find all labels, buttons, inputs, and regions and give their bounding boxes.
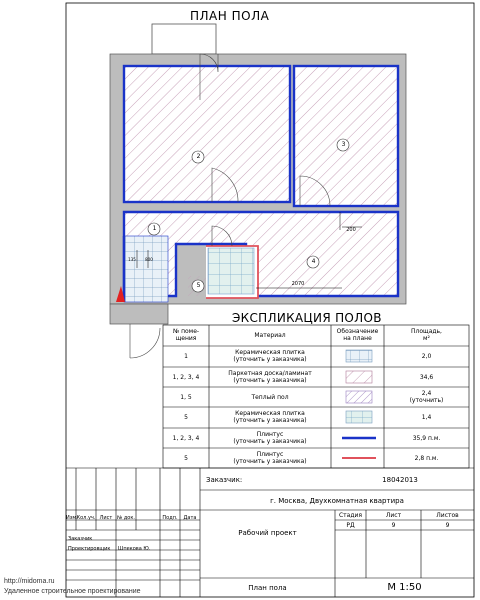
explication-symbols bbox=[342, 350, 376, 458]
rev-col-date: Дата bbox=[183, 515, 197, 521]
floor-plan bbox=[110, 24, 406, 358]
row-2-material: Паркетная доска/ламинат (уточнить у заказчика) bbox=[228, 370, 312, 384]
room-1-tile bbox=[124, 236, 168, 302]
symbol-parquet bbox=[346, 371, 372, 383]
row-1-rooms: 1 bbox=[184, 353, 188, 360]
rev-col-sign: Подп. bbox=[162, 515, 178, 521]
row-5-area: 35,9 п.м. bbox=[412, 435, 441, 442]
rev-col-doc: № док. bbox=[117, 515, 135, 521]
stamp-project-type: Рабочий проект bbox=[238, 529, 297, 537]
room-number-1: 1 bbox=[152, 225, 157, 232]
stamp-sheet-name: План пола bbox=[248, 584, 287, 592]
header-symbol: Обозначение на плане bbox=[336, 328, 379, 342]
symbol-tile bbox=[346, 350, 372, 362]
stamp-stage-label: Стадия bbox=[338, 512, 363, 519]
dim-135: 135 bbox=[128, 257, 136, 262]
row-2-rooms: 1, 2, 3, 4 bbox=[172, 374, 200, 381]
stamp-scale: М 1:50 bbox=[387, 582, 422, 593]
row-4-material: Керамическая плитка (уточнить у заказчика) bbox=[233, 410, 307, 424]
room-number-4: 4 bbox=[311, 258, 316, 265]
dim-200: 200 bbox=[346, 227, 356, 233]
rev-col-list: Лист bbox=[99, 515, 113, 521]
symbol-warm-floor bbox=[346, 391, 372, 403]
room-number-5: 5 bbox=[196, 282, 201, 289]
footer-tagline: Удаленное строительное проектирование bbox=[4, 588, 141, 595]
stamp-sheet-label: Лист bbox=[385, 512, 402, 519]
header-material: Материал bbox=[254, 332, 286, 339]
entrance-corridor bbox=[110, 304, 168, 324]
symbol-tile-bath bbox=[346, 411, 372, 423]
row-3-rooms: 1, 5 bbox=[180, 394, 192, 401]
room-number-3: 3 bbox=[341, 141, 346, 148]
row-3-area: 2,4 (уточнить) bbox=[409, 390, 444, 404]
rev-col-izm: Изм. bbox=[66, 515, 78, 521]
stamp-stage: РД bbox=[346, 522, 355, 529]
stamp-sheets-label: Листов bbox=[436, 512, 459, 519]
row-1-area: 2,0 bbox=[421, 353, 432, 360]
dim-800: 800 bbox=[145, 257, 153, 262]
row-6-rooms: 5 bbox=[184, 455, 188, 462]
stamp-location: г. Москва, Двухкомнатная квартира bbox=[270, 497, 404, 505]
row-6-area: 2,8 п.м. bbox=[414, 455, 439, 462]
row-2-area: 34,6 bbox=[419, 374, 434, 381]
header-area: Площадь, м² bbox=[411, 328, 442, 342]
stamp-role-designer: Проектировщик bbox=[68, 546, 111, 552]
row-1-material: Керамическая плитка (уточнить у заказчика) bbox=[233, 349, 307, 363]
rev-col-koluch: Кол.уч. bbox=[76, 515, 96, 521]
row-6-material: Плинтус (уточнить у заказчика) bbox=[233, 451, 307, 465]
row-3-material: Теплый пол bbox=[251, 394, 289, 401]
dim-2070: 2070 bbox=[291, 281, 305, 287]
room-number-2: 2 bbox=[196, 153, 201, 160]
stamp-sheets-total: 9 bbox=[445, 522, 450, 529]
room-2 bbox=[124, 66, 290, 202]
row-5-rooms: 1, 2, 3, 4 bbox=[172, 435, 200, 442]
header-rooms: № поме- щения bbox=[172, 328, 200, 342]
room-3 bbox=[294, 66, 398, 206]
footer-url[interactable]: http://midoma.ru bbox=[4, 578, 55, 585]
row-4-area: 1,4 bbox=[421, 414, 432, 421]
stamp-sheet-number: 9 bbox=[391, 522, 396, 529]
stamp-role-customer: Заказчик bbox=[68, 536, 93, 542]
stamp-designer-name: Шпекова Ю. bbox=[118, 546, 151, 552]
explication-title: ЭКСПЛИКАЦИЯ ПОЛОВ bbox=[232, 311, 382, 325]
row-4-rooms: 5 bbox=[184, 414, 188, 421]
stamp-project-code: 18042013 bbox=[382, 476, 418, 484]
plan-title: ПЛАН ПОЛА bbox=[190, 9, 270, 23]
balcony bbox=[152, 24, 216, 54]
row-5-material: Плинтус (уточнить у заказчика) bbox=[233, 431, 307, 445]
room-5-tile bbox=[208, 248, 254, 294]
stamp-customer-label: Заказчик: bbox=[206, 476, 243, 484]
